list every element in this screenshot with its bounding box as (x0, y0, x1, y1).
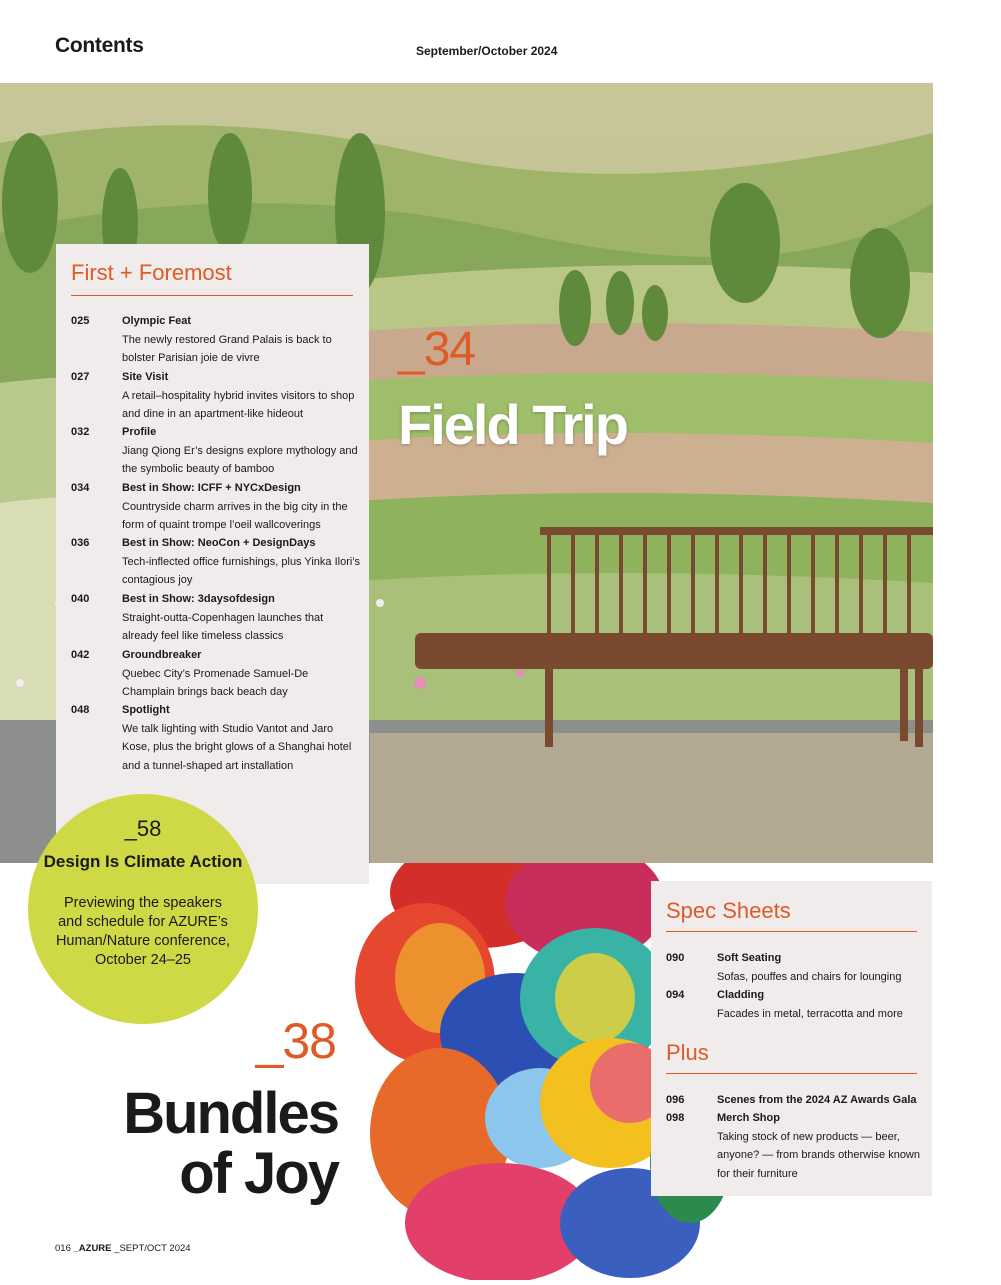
page-title: Contents (55, 34, 144, 57)
toc-description: Taking stock of new products — beer, anyone? — from brands otherwise known for their furniture (717, 1130, 920, 1180)
toc-heading: Groundbreaker (122, 649, 202, 661)
feature-title-line: of Joy (179, 1141, 338, 1206)
toc-heading: Best in Show: ICFF + NYCxDesign (122, 482, 301, 494)
toc-page-number: 036 (71, 537, 90, 549)
toc-heading: Spotlight (122, 704, 170, 716)
toc-heading: Best in Show: NeoCon + DesignDays (122, 537, 316, 549)
toc-heading: Cladding (717, 989, 765, 1001)
climate-action-callout[interactable] (28, 794, 258, 1024)
toc-page-number: 098 (666, 1112, 685, 1124)
toc-heading: Best in Show: 3daysofdesign (122, 593, 275, 605)
toc-page-number: 094 (666, 989, 685, 1001)
toc-description: Facades in metal, terracotta and more (717, 1007, 903, 1020)
toc-description: We talk lighting with Studio Vantot and Jaro Kose, plus the bright glows of a Shanghai hotel and a tunnel-shaped art installation (122, 722, 352, 772)
callout-description: Previewing the speakers and schedule for AZURE’s Human/Nature conference, October 24–25 (55, 895, 231, 968)
callout-number: _58 (124, 816, 162, 841)
feature-number: _38 (255, 1013, 336, 1069)
callout-title: Design Is Climate Action (43, 852, 243, 871)
toc-description: Countryside charm arrives in the big city in the form of quaint trompe l’oeil wallcoverings (122, 500, 348, 531)
section-title: Spec Sheets (666, 898, 791, 923)
folio-issue: _SEPT/OCT 2024 (114, 1243, 191, 1254)
toc-description: Quebec City’s Promenade Samuel-De Champlain brings back beach day (122, 667, 309, 698)
feature-title-line: Bundles (123, 1081, 338, 1146)
folio (55, 1243, 191, 1254)
feature-title: Field Trip (398, 393, 627, 456)
first-foremost-panel (56, 244, 369, 884)
toc-description: A retail–hospitality hybrid invites visitors to shop and dine in an apartment-like hideout (122, 389, 355, 420)
section-rule (666, 931, 917, 932)
toc-page-number: 032 (71, 426, 90, 438)
section-rule (666, 1073, 917, 1074)
toc-heading: Soft Seating (717, 952, 782, 964)
folio-brand: _AZURE (73, 1243, 112, 1254)
toc-page-number: 090 (666, 952, 685, 964)
toc-description: Tech-inflected office furnishings, plus Yinka Ilori’s contagious joy (122, 555, 361, 586)
toc-heading: Scenes from the 2024 AZ Awards Gala (717, 1094, 917, 1106)
toc-description: Sofas, pouffes and chairs for lounging (717, 970, 902, 983)
issue-date: September/October 2024 (416, 44, 558, 58)
toc-heading: Site Visit (122, 371, 169, 383)
toc-page-number: 042 (71, 649, 90, 661)
toc-page-number: 034 (71, 482, 90, 494)
feature-number: _34 (398, 323, 476, 376)
section-title: First + Foremost (71, 260, 232, 285)
toc-page-number: 096 (666, 1094, 685, 1106)
folio-page: 016 (55, 1243, 71, 1254)
toc-description: Jiang Qiong Er’s designs explore mythology and the symbolic beauty of bamboo (122, 444, 358, 475)
toc-heading: Olympic Feat (122, 315, 192, 327)
section-title: Plus (666, 1040, 709, 1065)
spec-sheets-panel (651, 881, 932, 1196)
section-rule (71, 295, 353, 296)
toc-heading: Merch Shop (717, 1112, 780, 1124)
toc-page-number: 027 (71, 371, 90, 383)
toc-description: Straight-outta-Copenhagen launches that already feel like timeless classics (122, 611, 324, 642)
toc-page-number: 040 (71, 593, 90, 605)
toc-page-number: 048 (71, 704, 90, 716)
toc-description: The newly restored Grand Palais is back to bolster Parisian joie de vivre (122, 333, 332, 364)
feature-title (60, 1081, 338, 1206)
toc-heading: Profile (122, 426, 157, 438)
toc-page-number: 025 (71, 315, 90, 327)
